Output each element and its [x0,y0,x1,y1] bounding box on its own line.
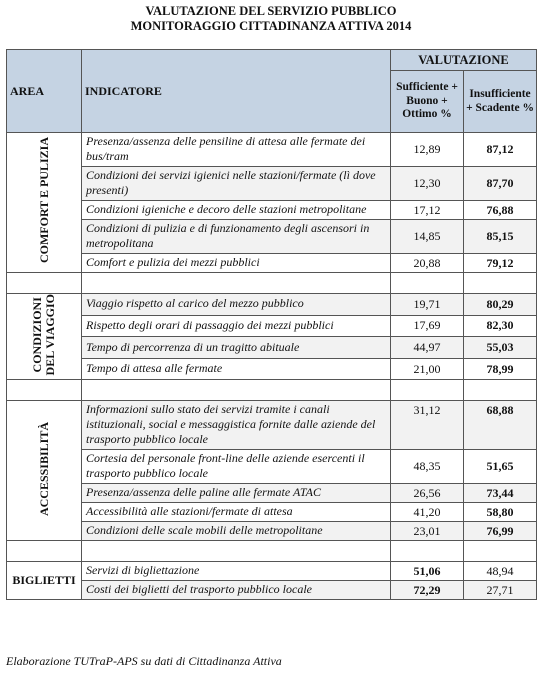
header-indicatore: INDICATORE [82,50,391,133]
header-valutazione: VALUTAZIONE [391,50,537,71]
positive-value: 19,71 [391,294,464,316]
indicator-cell: Costi dei biglietti del trasporto pubblico locale [82,581,391,600]
positive-value: 41,20 [391,503,464,522]
spacer-row [7,541,537,562]
area-cell [7,133,82,273]
area-label: CONDIZIONI DEL VIAGGIO [30,294,57,376]
positive-value: 17,69 [391,315,464,337]
indicator-cell: Comfort e pulizia dei mezzi pubblici [82,254,391,273]
indicator-cell: Cortesia del personale front-line delle aziende esercenti il trasporto pubblico locale [82,450,391,484]
negative-value: 87,70 [464,167,537,201]
negative-value: 82,30 [464,315,537,337]
positive-value: 72,29 [391,581,464,600]
header-positive: Sufficiente + Buono + Ottimo % [391,71,464,133]
spacer-row [7,380,537,401]
area-cell [7,294,82,380]
positive-value: 14,85 [391,220,464,254]
indicator-cell: Presenza/assenza delle pensiline di attesa alle fermate dei bus/tram [82,133,391,167]
negative-value: 87,12 [464,133,537,167]
negative-value: 27,71 [464,581,537,600]
negative-value: 73,44 [464,484,537,503]
page-title: VALUTAZIONE DEL SERVIZIO PUBBLICO [145,4,397,18]
source-note: Elaborazione TUTraP-APS su dati di Cittadinanza Attiva [6,654,282,668]
header-area: AREA [7,50,82,133]
evaluation-table [6,49,537,600]
indicator-cell: Accessibilità alle stazioni/fermate di attesa [82,503,391,522]
area-label: ACCESSIBILITÀ [36,421,51,516]
area-label: BIGLIETTI [7,562,82,600]
negative-value: 58,80 [464,503,537,522]
positive-value: 20,88 [391,254,464,273]
positive-value: 48,35 [391,450,464,484]
negative-value: 80,29 [464,294,537,316]
negative-value: 68,88 [464,401,537,450]
positive-value: 31,12 [391,401,464,450]
indicator-cell: Rispetto degli orari di passaggio dei mezzi pubblici [82,315,391,337]
positive-value: 26,56 [391,484,464,503]
negative-value: 78,99 [464,358,537,380]
negative-value: 79,12 [464,254,537,273]
page-subtitle: MONITORAGGIO CITTADINANZA ATTIVA 2014 [130,19,412,33]
positive-value: 12,89 [391,133,464,167]
negative-value: 51,65 [464,450,537,484]
positive-value: 44,97 [391,337,464,359]
spacer-row [7,273,537,294]
negative-value: 48,94 [464,562,537,581]
area-cell [7,401,82,541]
indicator-cell: Condizioni igieniche e decoro delle stazioni metropolitane [82,201,391,220]
indicator-cell: Tempo di attesa alle fermate [82,358,391,380]
positive-value: 21,00 [391,358,464,380]
negative-value: 55,03 [464,337,537,359]
negative-value: 85,15 [464,220,537,254]
indicator-cell: Tempo di percorrenza di un tragitto abituale [82,337,391,359]
area-label: COMFORT E PULIZIA [36,137,51,264]
indicator-cell: Condizioni delle scale mobili delle metropolitane [82,522,391,541]
indicator-cell: Servizi di bigliettazione [82,562,391,581]
indicator-cell: Informazioni sullo stato dei servizi tramite i canali istituzionali, social e messaggistica fornite dalle aziende del trasporto pubblico locale [82,401,391,450]
indicator-cell: Condizioni dei servizi igienici nelle stazioni/fermate (lì dove presenti) [82,167,391,201]
positive-value: 51,06 [391,562,464,581]
positive-value: 23,01 [391,522,464,541]
indicator-cell: Condizioni di pulizia e di funzionamento degli ascensori in metropolitana [82,220,391,254]
negative-value: 76,99 [464,522,537,541]
header-negative: Insufficiente + Scadente % [464,71,537,133]
indicator-cell: Presenza/assenza delle paline alle fermate ATAC [82,484,391,503]
indicator-cell: Viaggio rispetto al carico del mezzo pubblico [82,294,391,316]
positive-value: 12,30 [391,167,464,201]
positive-value: 17,12 [391,201,464,220]
negative-value: 76,88 [464,201,537,220]
